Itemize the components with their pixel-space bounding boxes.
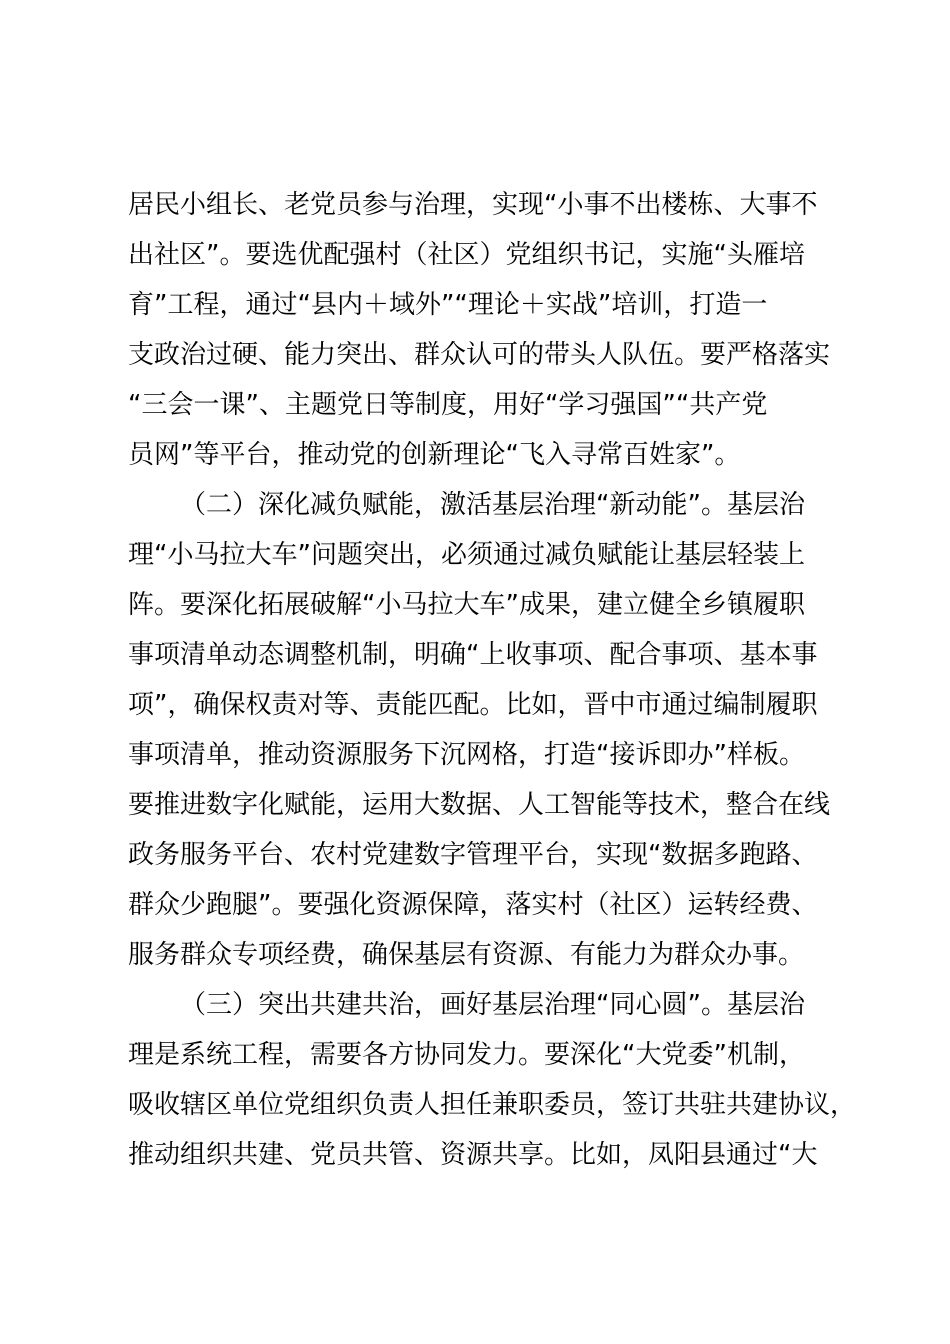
text-line: 事项清单动态调整机制，明确“上收事项、配合事项、基本事	[128, 640, 818, 670]
text-line: 吸收辖区单位党组织负责人担任兼职委员，签订共驻共建协议，	[128, 1090, 857, 1120]
text-line: 理是系统工程，需要各方协同发力。要深化“大党委”机制，	[128, 1040, 805, 1070]
text-line: 育”工程，通过“县内＋域外”“理论＋实战”培训，打造一	[128, 290, 768, 320]
text-line: 理“小马拉大车”问题突出，必须通过减负赋能让基层轻装上	[128, 540, 805, 570]
text-line: 服务群众专项经费，确保基层有资源、有能力为群众办事。	[128, 940, 805, 970]
text-line: 出社区”。要选优配强村（社区）党组织书记，实施“头雁培	[128, 240, 805, 270]
text-line: 推动组织共建、党员共管、资源共享。比如，凤阳县通过“大	[128, 1140, 818, 1170]
text-line: 要推进数字化赋能，运用大数据、人工智能等技术，整合在线	[128, 790, 831, 820]
text-line: 政务服务平台、农村党建数字管理平台，实现“数据多跑路、	[128, 840, 818, 870]
text-line: 支政治过硬、能力突出、群众认可的带头人队伍。要严格落实	[128, 340, 831, 370]
text-line: 员网”等平台，推动党的创新理论“飞入寻常百姓家”。	[128, 440, 741, 470]
text-line: 群众少跑腿”。要强化资源保障，落实村（社区）运转经费、	[128, 890, 818, 920]
text-line: “三会一课”、主题党日等制度，用好“学习强国”“共产党	[128, 390, 768, 420]
text-line: 阵。要深化拓展破解“小马拉大车”成果，建立健全乡镇履职	[128, 590, 805, 620]
text-line: 居民小组长、老党员参与治理，实现“小事不出楼栋、大事不	[128, 190, 818, 220]
text-line: 项”，确保权责对等、责能匹配。比如，晋中市通过编制履职	[128, 690, 818, 720]
paragraph-start-line: （三）突出共建共治，画好基层治理“同心圆”。基层治	[180, 990, 805, 1020]
text-line: 事项清单，推动资源服务下沉网格，打造“接诉即办”样板。	[128, 740, 805, 770]
paragraph-start-line: （二）深化减负赋能，激活基层治理“新动能”。基层治	[180, 490, 805, 520]
